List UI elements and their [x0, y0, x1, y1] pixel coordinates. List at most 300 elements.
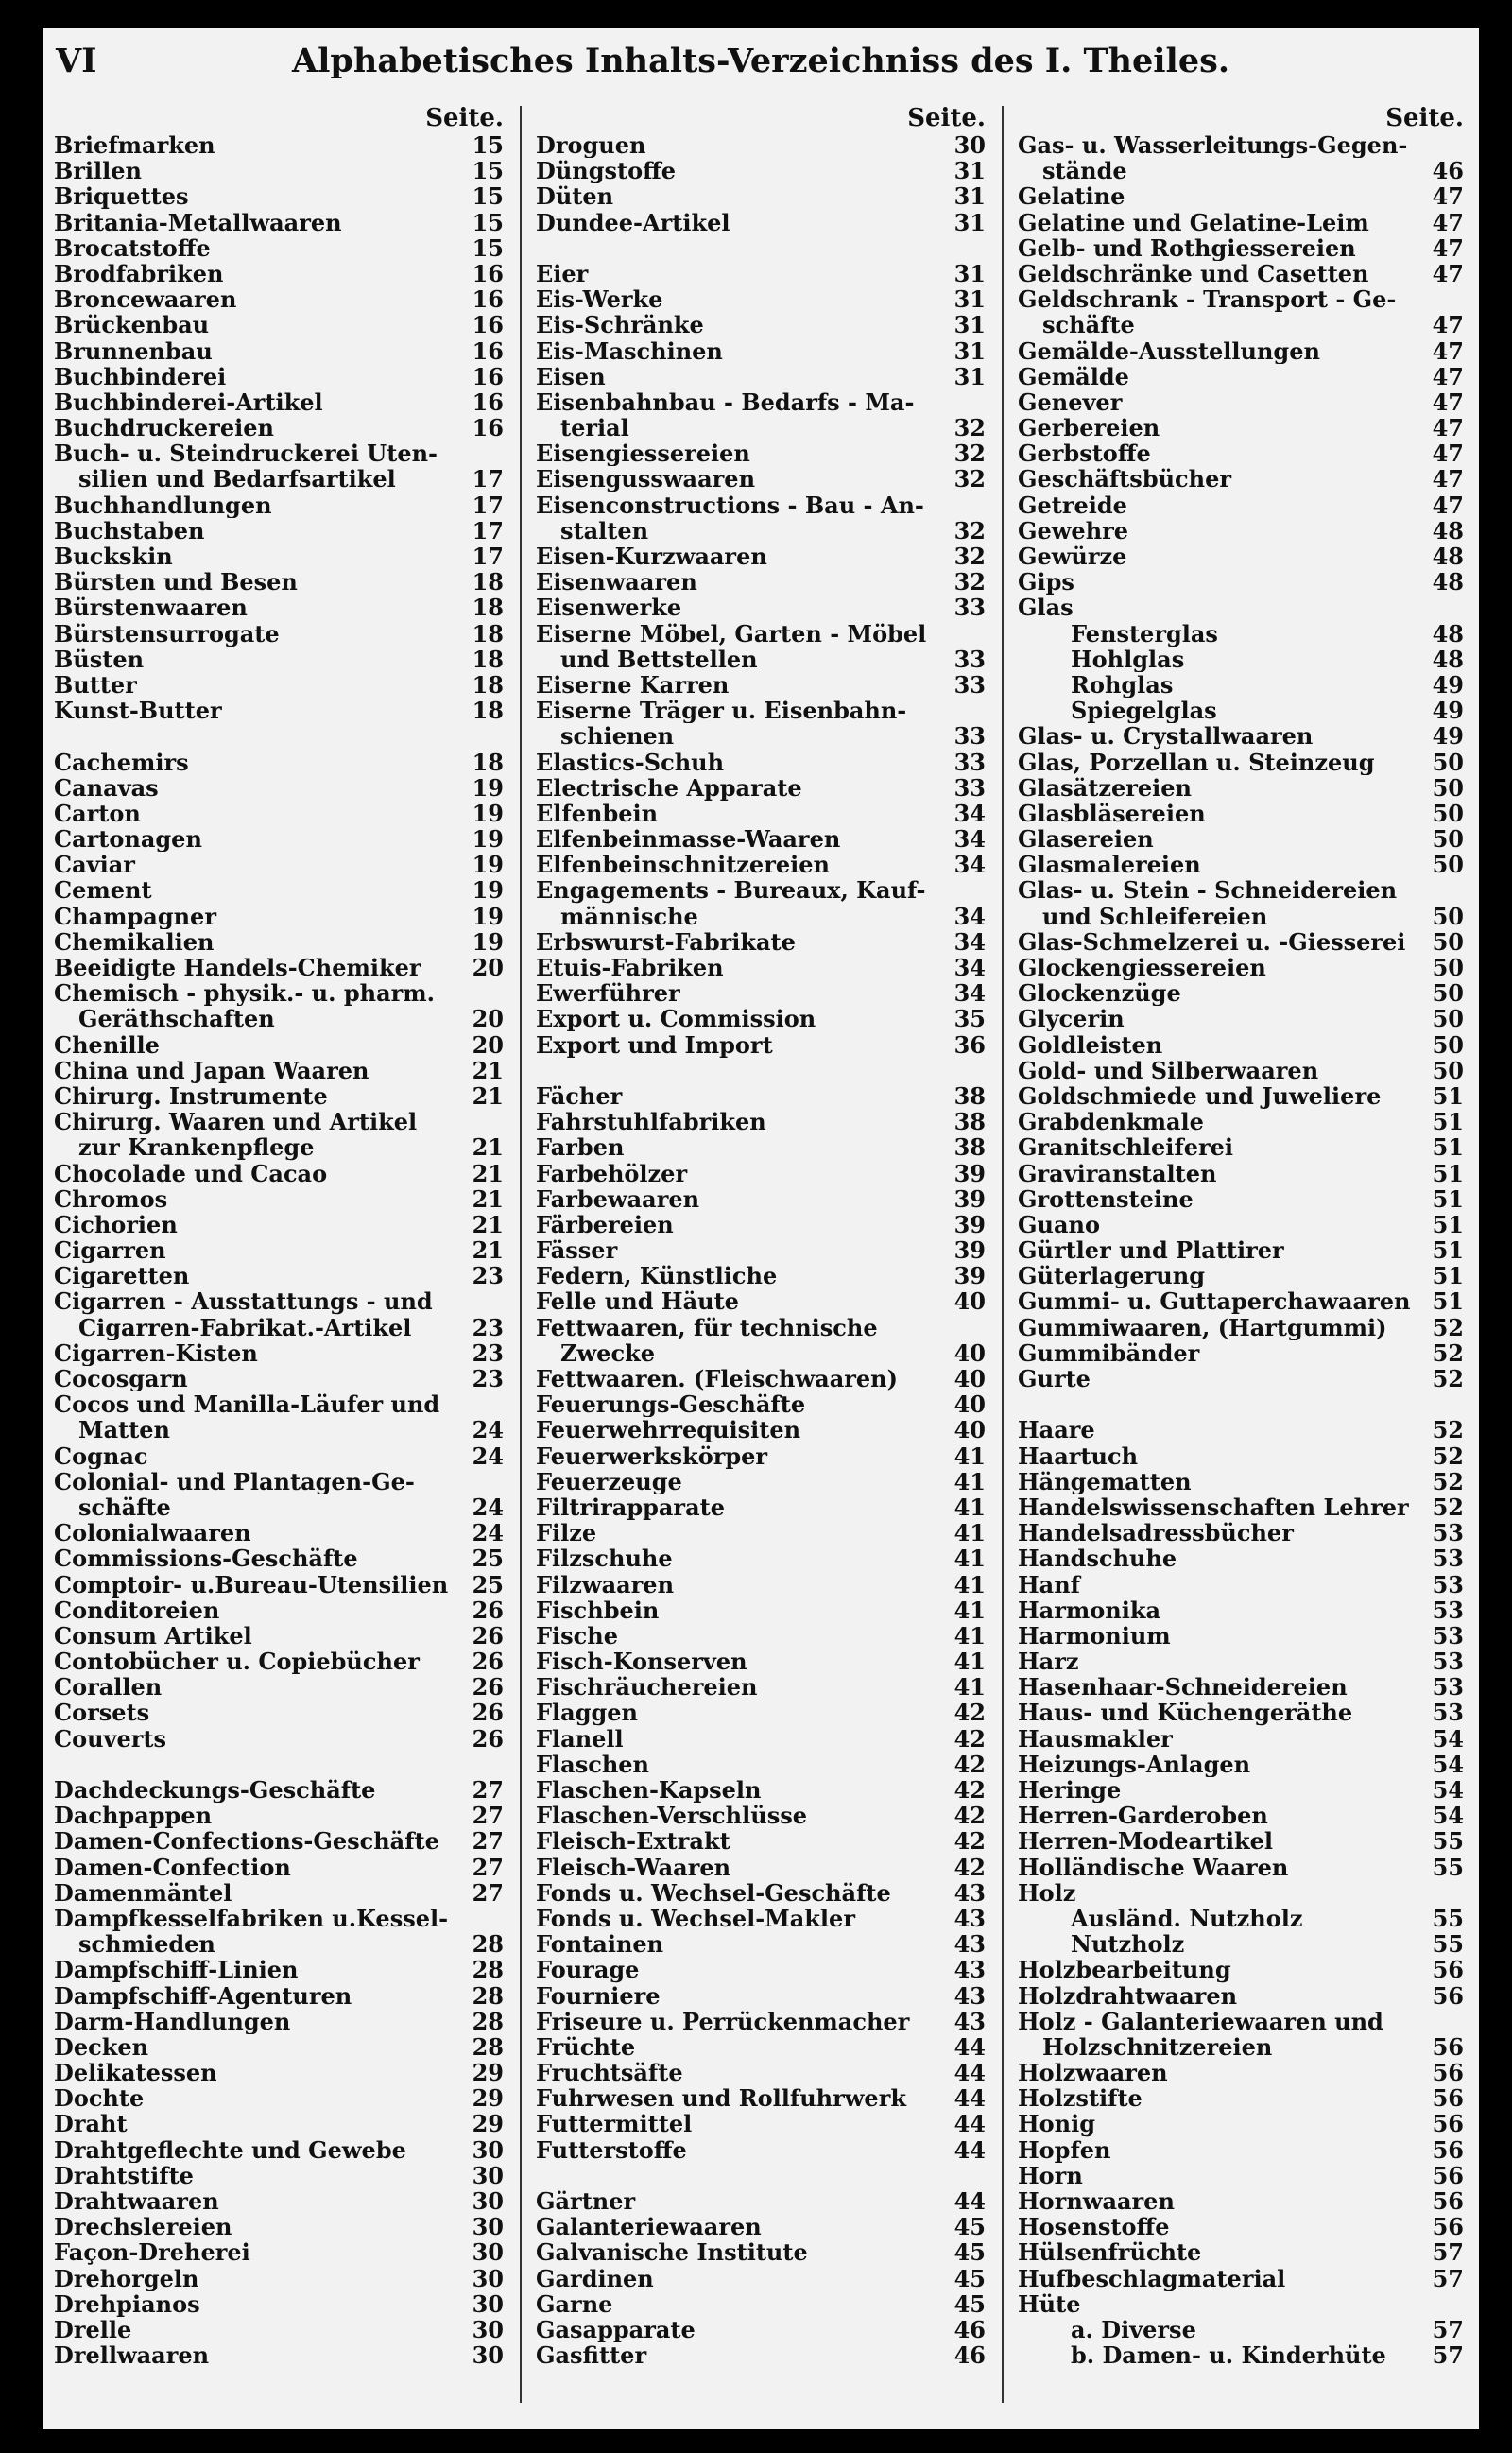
index-entry	[536, 158, 989, 183]
entry-page: 42	[954, 1750, 986, 1778]
entry-page: 55	[1432, 1827, 1464, 1856]
entry-term: Grabdenkmale	[1018, 1109, 1204, 1135]
entry-term: Cognac	[54, 1442, 148, 1469]
entry-page: 44	[954, 2110, 986, 2138]
index-entry	[54, 569, 507, 595]
entry-page: 35	[954, 1005, 986, 1033]
index-entry	[54, 1855, 507, 1880]
index-entry	[54, 1417, 507, 1442]
index-entry	[54, 1777, 507, 1803]
index-entry	[1018, 492, 1468, 518]
entry-term: Graviranstalten	[1018, 1160, 1217, 1186]
entry-page: 23	[472, 1339, 504, 1367]
entry-page: 28	[472, 1956, 504, 1984]
entry-page: 41	[954, 1673, 986, 1702]
entry-term: Corsets	[54, 1700, 150, 1726]
entry-page: 26	[472, 1648, 504, 1676]
index-entry	[536, 2214, 989, 2239]
entry-page: 21	[472, 1184, 504, 1213]
entry-term: Electrische Apparate	[536, 774, 802, 801]
index-entry	[536, 1443, 989, 1469]
entry-term: Hängematten	[1018, 1468, 1192, 1494]
entry-term: Eier	[536, 260, 589, 287]
index-entry	[536, 2137, 989, 2163]
index-entry	[536, 2266, 989, 2291]
index-entry	[536, 1572, 989, 1598]
index-entry	[1018, 775, 1468, 801]
entry-page	[456, 980, 507, 1006]
entry-page: 33	[954, 594, 986, 622]
entry-page: 56	[1432, 2161, 1464, 2189]
entry-page: 41	[954, 1570, 986, 1598]
entry-page: 50	[1432, 979, 1464, 1008]
entry-term: Eisengusswaaren	[536, 466, 756, 492]
entry-page: 53	[1432, 1648, 1464, 1676]
index-entry	[54, 1726, 507, 1752]
entry-term: Gelatine	[1018, 183, 1125, 210]
entry-page: 33	[954, 645, 986, 673]
index-entry	[536, 775, 989, 801]
index-entry	[1018, 1263, 1468, 1288]
entry-page: 50	[1432, 1005, 1464, 1033]
entry-term: Buch- u. Steindruckerei Uten-	[54, 441, 438, 467]
index-entry	[54, 2214, 507, 2239]
index-entry	[54, 775, 507, 801]
index-entry	[1018, 980, 1468, 1006]
index-entry	[1018, 595, 1468, 620]
entry-page: 30	[472, 2135, 504, 2164]
index-entry	[54, 1340, 507, 1366]
index-entry	[1018, 569, 1468, 595]
index-entry	[1018, 1494, 1468, 1520]
index-entry	[1018, 2009, 1468, 2034]
entry-term: Gemälde-Ausstellungen	[1018, 337, 1320, 364]
entry-page: 48	[1432, 516, 1464, 544]
entry-term: Buchbinderei-Artikel	[54, 389, 323, 416]
entry-page	[938, 698, 989, 723]
index-entry	[54, 904, 507, 929]
entry-term: Eisenwaaren	[536, 569, 697, 596]
entry-term: Britania-Metallwaaren	[54, 209, 342, 235]
index-entry	[54, 1957, 507, 1982]
entry-term: Drehorgeln	[54, 2265, 199, 2291]
entry-term: Spiegelglas	[1071, 698, 1217, 724]
index-entry	[536, 1212, 989, 1237]
index-entry	[536, 261, 989, 286]
index-entry	[536, 698, 989, 723]
index-entry	[54, 1161, 507, 1186]
entry-page: 39	[954, 1184, 986, 1213]
index-column-2	[536, 104, 989, 2410]
entry-term: Düngstoffe	[536, 158, 677, 184]
entry-term: Cachemirs	[54, 749, 189, 775]
index-entry	[536, 980, 989, 1006]
entry-page: 34	[954, 927, 986, 956]
entry-term: Briquettes	[54, 183, 189, 210]
entry-page: 15	[472, 233, 504, 262]
entry-page: 52	[1432, 1339, 1464, 1367]
index-entry	[1018, 2137, 1468, 2163]
entry-term: Fahrstuhlfabriken	[536, 1109, 766, 1135]
entry-term: Futtermittel	[536, 2111, 693, 2137]
entry-term: Dundee-Artikel	[536, 209, 730, 235]
entry-term: Flaggen	[536, 1700, 638, 1726]
entry-term: Dampfschiff-Linien	[54, 1957, 299, 1983]
entry-term: Feuerwerkskörper	[536, 1442, 768, 1469]
index-entry	[1018, 2085, 1468, 2111]
entry-term: Export u. Commission	[536, 1006, 816, 1032]
entry-page: 47	[1432, 388, 1464, 416]
entry-term: Flaschen	[536, 1751, 649, 1777]
index-entry	[536, 1083, 989, 1109]
entry-page: 34	[954, 979, 986, 1008]
entry-term: Herren-Modeartikel	[1018, 1828, 1273, 1855]
entry-page: 50	[1432, 773, 1464, 802]
entry-page: 34	[954, 851, 986, 879]
index-entry	[1018, 2291, 1468, 2317]
entry-term: Farbehölzer	[536, 1160, 688, 1186]
entry-page: 43	[954, 2007, 986, 2035]
entry-term: Holzstifte	[1018, 2085, 1143, 2112]
index-entry	[1018, 441, 1468, 466]
index-entry	[54, 286, 507, 312]
entry-page: 56	[1432, 2059, 1464, 2087]
entry-term: Dochte	[54, 2085, 145, 2112]
entry-term: Glas- u. Crystallwaaren	[1018, 723, 1314, 750]
entry-page: 27	[472, 1776, 504, 1804]
entry-page: 18	[472, 619, 504, 648]
entry-page: 49	[1432, 722, 1464, 751]
index-entry	[1018, 132, 1468, 158]
entry-page: 23	[472, 1313, 504, 1341]
entry-term: Etuis-Fabriken	[536, 955, 724, 981]
entry-term: Feuerwehrrequisiten	[536, 1417, 801, 1443]
entry-page: 51	[1432, 1236, 1464, 1265]
entry-term: schmieden	[78, 1931, 215, 1958]
entry-page: 54	[1432, 1776, 1464, 1804]
entry-page: 19	[472, 773, 504, 802]
entry-term: Holzschnitzereien	[1042, 2033, 1273, 2061]
index-entry	[1018, 1006, 1468, 1031]
entry-term: Gummiwaaren, (Hartgummi)	[1018, 1314, 1387, 1340]
index-entry	[54, 1391, 507, 1417]
index-entry	[54, 1443, 507, 1469]
entry-page	[1417, 595, 1468, 620]
entry-term: Buchhandlungen	[54, 492, 272, 518]
entry-page: 25	[472, 1545, 504, 1573]
entry-term: Briefmarken	[54, 132, 215, 159]
entry-page: 39	[954, 1159, 986, 1187]
entry-term: Nutzholz	[1071, 1931, 1185, 1958]
entry-page: 42	[954, 1827, 986, 1856]
entry-page: 30	[472, 2264, 504, 2292]
index-entry	[54, 2009, 507, 2034]
entry-term: Eis-Maschinen	[536, 337, 723, 364]
entry-page: 50	[1432, 825, 1464, 854]
entry-page	[938, 621, 989, 647]
index-entry	[536, 826, 989, 852]
entry-page: 47	[1432, 337, 1464, 365]
entry-term: Holzwaaren	[1018, 2060, 1168, 2086]
index-entry	[54, 955, 507, 980]
entry-page: 50	[1432, 927, 1464, 956]
index-entry	[1018, 2317, 1468, 2342]
entry-page: 42	[954, 1802, 986, 1830]
entry-page: 32	[954, 440, 986, 468]
index-entry	[536, 1520, 989, 1546]
entry-term: Cement	[54, 877, 152, 904]
entry-term: Hülsenfrüchte	[1018, 2239, 1202, 2266]
entry-page: 51	[1432, 1184, 1464, 1213]
entry-page: 28	[472, 2007, 504, 2035]
index-entry	[536, 1263, 989, 1288]
entry-page: 52	[1432, 1313, 1464, 1341]
entry-term: Handelswissenschaften Lehrer	[1018, 1494, 1409, 1521]
entry-term: Haare	[1018, 1417, 1095, 1443]
entry-page: 36	[954, 1030, 986, 1059]
index-entry	[1018, 1572, 1468, 1598]
entry-term: Gewehre	[1018, 517, 1129, 544]
entry-term: Cigarren-Fabrikat.-Artikel	[78, 1314, 412, 1340]
entry-term: Bürstensurrogate	[54, 620, 280, 647]
index-entry	[54, 1623, 507, 1649]
entry-page: 30	[472, 2315, 504, 2343]
entry-page: 45	[954, 2213, 986, 2241]
index-entry	[1018, 1906, 1468, 1931]
index-entry	[536, 1494, 989, 1520]
index-entry	[1018, 1752, 1468, 1777]
index-entry	[1018, 338, 1468, 364]
index-entry	[536, 286, 989, 312]
entry-term: Couverts	[54, 1725, 167, 1752]
entry-page: 24	[472, 1519, 504, 1547]
index-entry	[536, 1880, 989, 1906]
entry-term: Eisenbahnbau - Bedarfs - Ma-	[536, 389, 915, 416]
entry-term: Brodfabriken	[54, 260, 224, 287]
entry-term: und Schleifereien	[1042, 903, 1268, 929]
entry-term: Flanell	[536, 1725, 624, 1752]
index-entry	[536, 1674, 989, 1700]
index-entry	[1018, 1109, 1468, 1134]
entry-term: Elastics-Schuh	[536, 749, 725, 775]
entry-page: 17	[472, 491, 504, 519]
index-entry	[54, 852, 507, 877]
entry-page	[456, 1391, 507, 1417]
entry-page: 20	[472, 1005, 504, 1033]
entry-term: Fische	[536, 1622, 618, 1650]
index-entry	[1018, 1546, 1468, 1571]
entry-page: 18	[472, 697, 504, 725]
index-entry	[54, 210, 507, 235]
entry-term: Eisen	[536, 363, 606, 389]
entry-page: 30	[472, 2161, 504, 2189]
entry-page: 45	[954, 2238, 986, 2267]
entry-term: Friseure u. Perrückenmacher	[536, 2008, 910, 2034]
entry-term: Engagements - Bureaux, Kauf-	[536, 877, 926, 904]
index-entry	[536, 2009, 989, 2034]
index-entry	[1018, 2188, 1468, 2214]
entry-page: 44	[954, 2059, 986, 2087]
entry-term: Consum Artikel	[54, 1622, 252, 1650]
index-entry	[1018, 621, 1468, 647]
entry-term: Gewürze	[1018, 544, 1127, 570]
entry-page: 40	[954, 1416, 986, 1444]
entry-term: Geräthschaften	[78, 1006, 275, 1032]
index-entry	[1018, 1237, 1468, 1263]
entry-term: Hasenhaar-Schneidereien	[1018, 1674, 1348, 1701]
index-entry	[1018, 1058, 1468, 1083]
entry-term: Glas-Schmelzerei u. -Giesserei	[1018, 928, 1406, 955]
entry-page: 42	[954, 1853, 986, 1881]
index-entry	[536, 1726, 989, 1752]
index-entry	[54, 929, 507, 955]
entry-page: 18	[472, 748, 504, 776]
index-entry	[54, 312, 507, 337]
entry-term: Cigarren	[54, 1237, 166, 1264]
index-entry	[536, 210, 989, 235]
index-entry	[1018, 1315, 1468, 1340]
entry-term: a. Diverse	[1071, 2316, 1196, 2343]
index-entry	[536, 1391, 989, 1417]
entry-term: Holländische Waaren	[1018, 1854, 1289, 1880]
entry-page	[1417, 132, 1468, 158]
entry-page: 40	[954, 1365, 986, 1392]
entry-page: 50	[1432, 954, 1464, 981]
index-entry	[536, 1186, 989, 1212]
index-entry	[1018, 904, 1468, 929]
index-entry	[1018, 723, 1468, 749]
entry-page: 46	[954, 2341, 986, 2370]
entry-term: männische	[560, 903, 698, 929]
entry-term: Hosenstoffe	[1018, 2214, 1170, 2240]
index-entry	[54, 1803, 507, 1828]
index-entry	[54, 2342, 507, 2368]
index-entry	[1018, 518, 1468, 544]
entry-page: 47	[1432, 233, 1464, 262]
entry-page: 26	[472, 1673, 504, 1702]
entry-page: 28	[472, 1930, 504, 1959]
entry-page: 56	[1432, 2213, 1464, 2241]
entry-term: Guano	[1018, 1211, 1100, 1238]
entry-term: Cigarren - Ausstattungs - und	[54, 1288, 433, 1315]
index-entry	[1018, 750, 1468, 775]
entry-term: Gasapparate	[536, 2316, 696, 2343]
entry-term: Feuerungs-Geschäfte	[536, 1391, 806, 1418]
index-entry	[1018, 1674, 1468, 1700]
entry-term: Broncewaaren	[54, 286, 237, 313]
entry-term: Hüte	[1018, 2290, 1081, 2317]
entry-page: 21	[472, 1056, 504, 1084]
entry-term: Honig	[1018, 2111, 1096, 2137]
index-entry	[1018, 2266, 1468, 2291]
entry-term: Drahtwaaren	[54, 2188, 219, 2215]
index-entry	[1018, 1288, 1468, 1314]
index-entry	[54, 1598, 507, 1623]
entry-page: 43	[954, 1956, 986, 1984]
entry-page: 57	[1432, 2238, 1464, 2267]
entry-page	[456, 1109, 507, 1134]
entry-term: Fisch-Konserven	[536, 1649, 747, 1675]
entry-page: 19	[472, 851, 504, 879]
index-entry	[536, 801, 989, 826]
entry-page: 40	[954, 1339, 986, 1367]
entry-page: 21	[472, 1210, 504, 1238]
entry-page: 21	[472, 1236, 504, 1265]
entry-term: Brunnenbau	[54, 337, 213, 364]
entry-page: 50	[1432, 851, 1464, 879]
index-entry	[536, 1366, 989, 1391]
index-entry	[1018, 1726, 1468, 1752]
entry-page: 55	[1432, 1930, 1464, 1959]
index-entry	[54, 2188, 507, 2214]
entry-page: 51	[1432, 1262, 1464, 1290]
entry-term: Damen-Confection	[54, 1854, 291, 1880]
entry-term: Butter	[54, 671, 137, 699]
entry-page: 56	[1432, 1956, 1464, 1984]
entry-term: Drahtgeflechte und Gewebe	[54, 2136, 406, 2163]
entry-term: Chocolade und Cacao	[54, 1160, 328, 1186]
entry-page: 51	[1432, 1081, 1464, 1110]
index-entry	[1018, 364, 1468, 389]
entry-term: Fässer	[536, 1237, 618, 1264]
entry-term: Colonial- und Plantagen-Ge-	[54, 1468, 415, 1494]
entry-term: Bürsten und Besen	[54, 569, 298, 596]
entry-page: 32	[954, 543, 986, 570]
index-entry	[1018, 1855, 1468, 1880]
index-entry	[1018, 1212, 1468, 1237]
entry-page: 43	[954, 1981, 986, 2010]
index-entry	[54, 647, 507, 672]
entry-page: 46	[954, 2315, 986, 2343]
index-entry	[536, 1777, 989, 1803]
entry-term: Fischräuchereien	[536, 1674, 758, 1701]
index-entry	[1018, 877, 1468, 903]
index-entry	[54, 389, 507, 415]
entry-page: 15	[472, 131, 504, 159]
entry-term: Harmonika	[1018, 1597, 1161, 1623]
entry-page: 47	[1432, 414, 1464, 442]
index-entry	[536, 1623, 989, 1649]
index-entry	[1018, 286, 1468, 312]
index-entry	[536, 1469, 989, 1494]
index-entry	[54, 261, 507, 286]
index-entry	[1018, 1880, 1468, 1906]
index-entry	[536, 1752, 989, 1777]
entry-term: Fruchtsäfte	[536, 2060, 683, 2086]
entry-term: Hohlglas	[1071, 646, 1185, 672]
index-entry	[54, 980, 507, 1006]
entry-term: Haus- und Küchengeräthe	[1018, 1700, 1353, 1726]
index-entry	[54, 1931, 507, 1957]
index-entry	[54, 1828, 507, 1854]
index-entry	[1018, 1161, 1468, 1186]
index-entry	[536, 492, 989, 518]
entry-term: Eisenconstructions - Bau - An-	[536, 492, 924, 518]
entry-term: Brocatstoffe	[54, 234, 211, 261]
index-entry	[536, 1546, 989, 1571]
entry-page: 47	[1432, 311, 1464, 339]
entry-term: Gürtler und Plattirer	[1018, 1237, 1284, 1264]
entry-term: Fourniere	[536, 1982, 661, 2009]
entry-term: Flaschen-Kapseln	[536, 1777, 762, 1804]
entry-term: Gelb- und Rothgiessereien	[1018, 234, 1356, 261]
index-entry	[536, 1161, 989, 1186]
entry-page: 31	[954, 337, 986, 365]
entry-term: Fettwaaren. (Fleischwaaren)	[536, 1366, 898, 1392]
entry-page: 57	[1432, 2341, 1464, 2370]
index-entry	[1018, 2034, 1468, 2060]
index-entry	[54, 1700, 507, 1725]
